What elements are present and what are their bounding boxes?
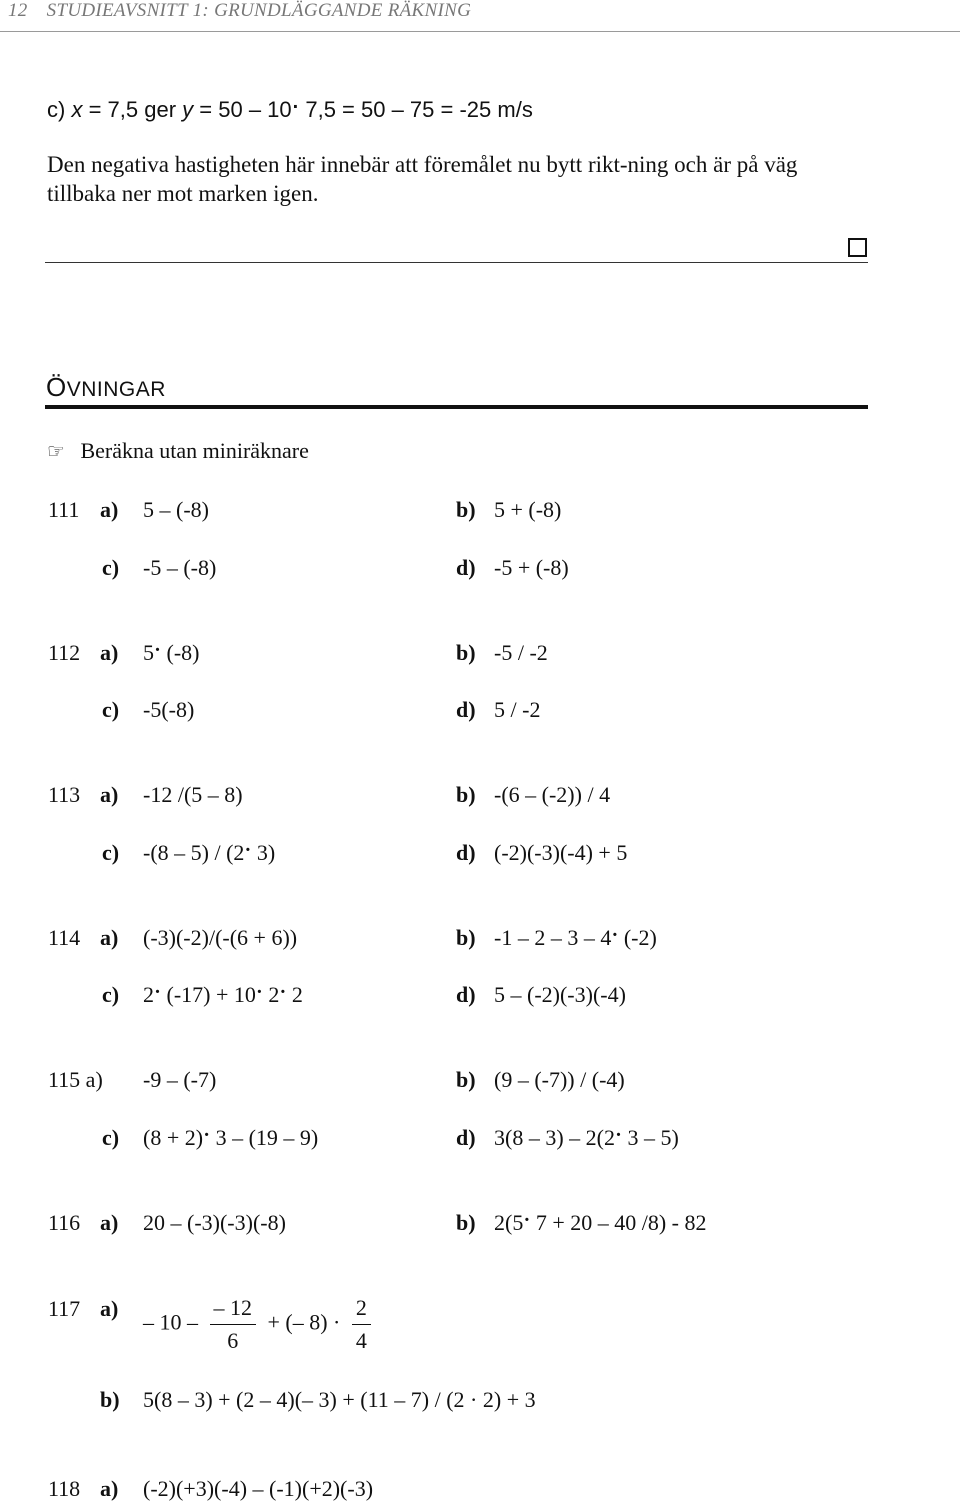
part-label: a)	[100, 925, 119, 950]
exercise-expression: (9 – (-7)) / (-4)	[494, 1067, 625, 1092]
solution-line-c: c) x = 7,5 ger y = 50 – 10. 7,5 = 50 – 75 = -25 m/s	[47, 91, 533, 122]
exercise-expression: (-3)(-2)/(-(6 + 6))	[143, 925, 298, 950]
fraction: $\frac{2}{4}$	[352, 1292, 371, 1357]
fraction: $\frac{- 12}{6}$	[210, 1292, 257, 1357]
exercise-expression: 5. (-8)	[143, 634, 200, 665]
part-label: b)	[456, 1067, 476, 1092]
exercise-expression: 5 – (-2)(-3)(-4)	[494, 982, 626, 1007]
part-label: b)	[456, 1210, 476, 1235]
part-label: a)	[100, 1296, 119, 1321]
exercises-heading-rule	[45, 405, 868, 409]
part-label: a)	[100, 497, 119, 522]
exercise-expression: -9 – (-7)	[143, 1067, 217, 1092]
exercise-expression: -12 /(5 – 8)	[143, 782, 243, 807]
part-label: c)	[102, 555, 120, 580]
exercise-expression: -(8 – 5) / (2. 3)	[143, 834, 276, 865]
part-label: a)	[100, 640, 119, 665]
part-label: b)	[456, 925, 476, 950]
exercise-expression: 3(8 – 3) – 2(2. 3 – 5)	[494, 1119, 679, 1150]
pointing-hand-icon: ☞	[47, 439, 65, 463]
exercise-expression-fraction: – 10 – $\frac{- 12}{6}$ + (– 8) · $\frac{2}{4}$	[143, 1292, 377, 1357]
example-end-rule	[45, 262, 868, 263]
header-divider	[0, 31, 960, 32]
part-label: a)	[100, 1210, 119, 1235]
exercise-expression: -5 – (-8)	[143, 555, 217, 580]
part-label: c)	[102, 697, 120, 722]
exercise-expression: 2(5. 7 + 20 – 40 /8) - 82	[494, 1204, 707, 1235]
section-title: STUDIEAVSNITT 1: GRUNDLÄGGANDE RÄKNING	[46, 0, 472, 21]
exercises-heading: ÖVNINGAR	[46, 372, 166, 402]
instruction: ☞ Beräkna utan miniräknare	[47, 438, 309, 463]
part-label: c)	[102, 1125, 120, 1150]
part-label: d)	[456, 555, 476, 580]
exercise-expression: -(6 – (-2)) / 4	[494, 782, 611, 807]
part-label: d)	[456, 1125, 476, 1150]
exercise-expression: 5 / -2	[494, 697, 541, 722]
part-label: a)	[100, 782, 119, 807]
part-label: d)	[456, 697, 476, 722]
exercise-expression: 5 – (-8)	[143, 497, 209, 522]
page-number: 12	[8, 0, 28, 21]
exercise-expression: (-2)(-3)(-4) + 5	[494, 840, 628, 865]
part-label: c)	[102, 840, 120, 865]
part-label: b)	[456, 782, 476, 807]
exercise-number: 118	[48, 1476, 81, 1501]
exercise-number: 112	[48, 640, 81, 665]
exercise-expression: -5 / -2	[494, 640, 548, 665]
exercise-expression: 5(8 – 3) + (2 – 4)(– 3) + (11 – 7) / (2 · 2) + 3	[143, 1387, 536, 1412]
part-label: c)	[102, 982, 120, 1007]
exercise-number: 117	[48, 1296, 81, 1321]
part-label: b)	[100, 1387, 120, 1412]
exercise-expression: -5 + (-8)	[494, 555, 569, 580]
exercise-number: 111	[48, 497, 80, 522]
exercise-expression: (-2)(+3)(-4) – (-1)(+2)(-3)	[143, 1476, 374, 1501]
exercise-number: 113	[48, 782, 81, 807]
exercise-expression: 2. (-17) + 10. 2. 2	[143, 976, 303, 1007]
exercise-expression: 20 – (-3)(-3)(-8)	[143, 1210, 286, 1235]
part-label: b)	[456, 640, 476, 665]
solution-paragraph: Den negativa hastigheten här innebär att föremålet nu bytt rikt-ning och är på väg tillbaka ner mot marken igen.	[47, 152, 798, 206]
part-label: b)	[456, 497, 476, 522]
exercise-number: 116	[48, 1210, 81, 1235]
running-header	[8, 0, 471, 22]
part-label: a)	[100, 1476, 119, 1501]
exercise-expression: 5 + (-8)	[494, 497, 562, 522]
exercise-number: 114	[48, 925, 81, 950]
exercise-expression: (8 + 2). 3 – (19 – 9)	[143, 1119, 319, 1150]
exercise-number: 115 a)	[48, 1067, 103, 1092]
exercise-expression: -1 – 2 – 3 – 4. (-2)	[494, 919, 657, 950]
part-label: d)	[456, 982, 476, 1007]
part-label: d)	[456, 840, 476, 865]
end-of-example-box-icon	[848, 238, 867, 257]
exercise-expression: -5(-8)	[143, 697, 195, 722]
